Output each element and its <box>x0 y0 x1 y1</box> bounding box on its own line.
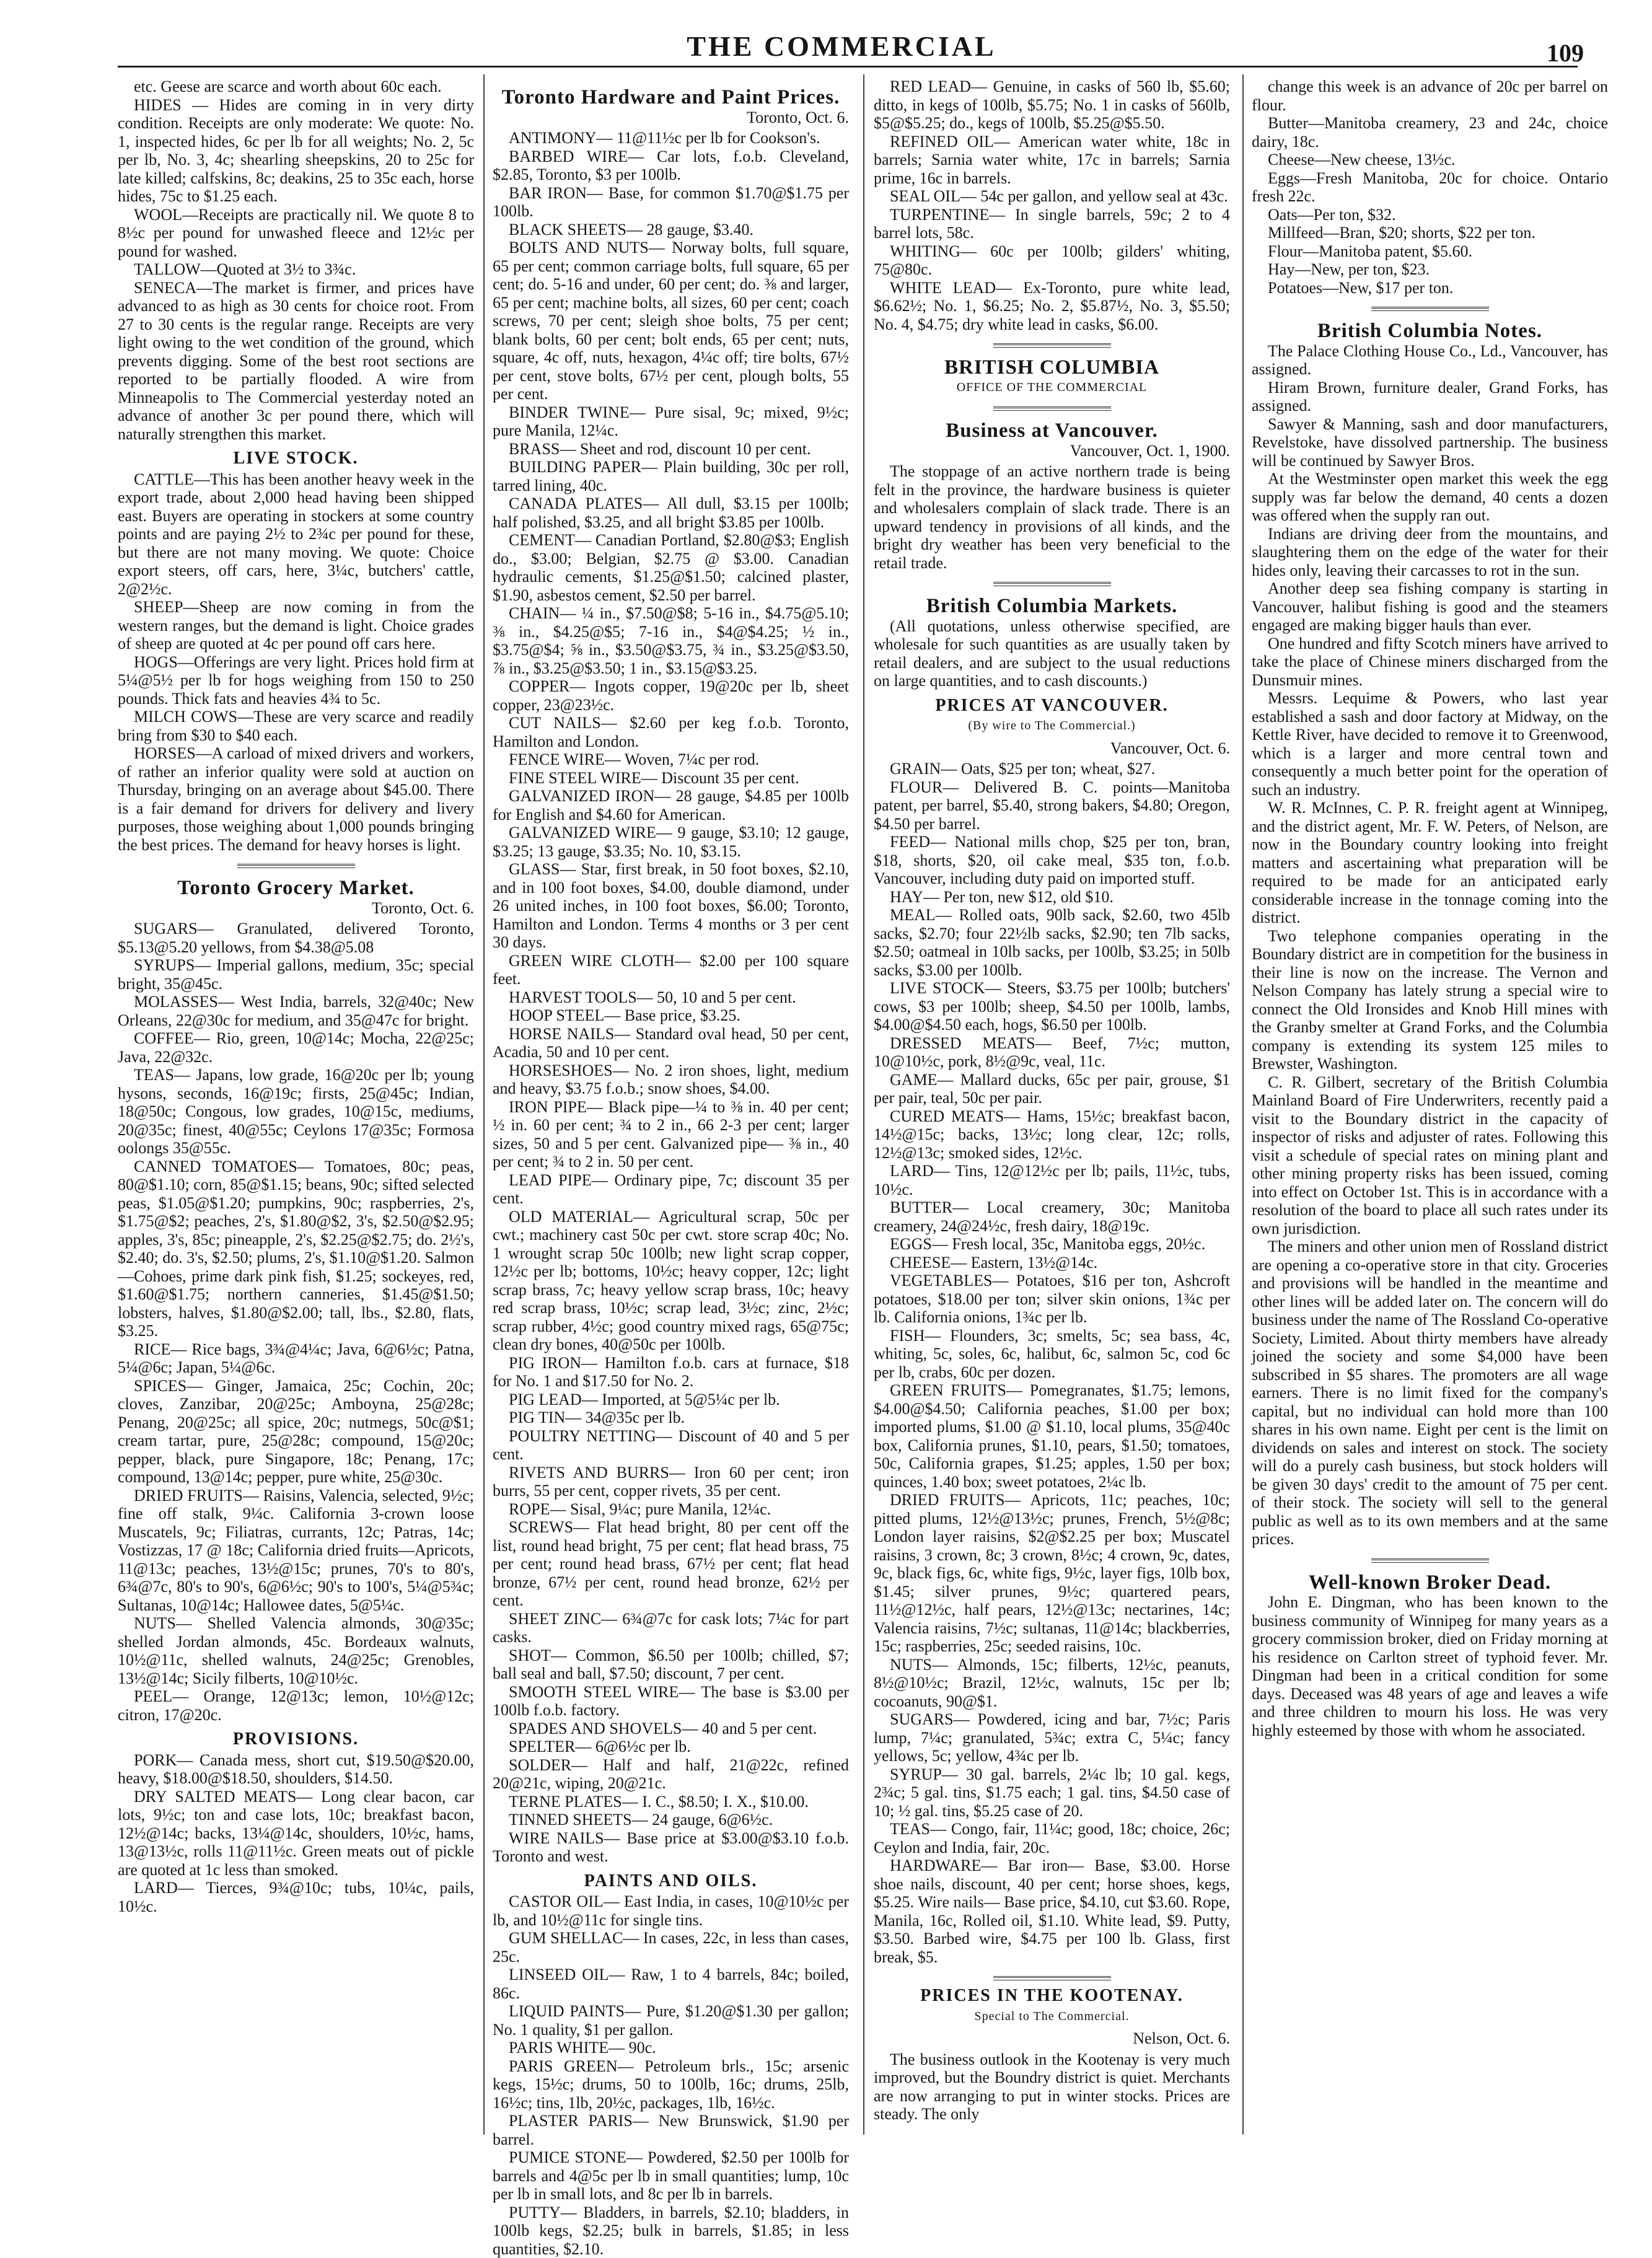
paragraph: C. R. Gilbert, secretary of the British Columbia Mainland Board of Fire Underwriters, recently paid a visit to the Boundary district in the capacity of inspector of risks and adjuster of rates. Following this visit a schedule of special rates on mining plant and other mining property risks has been issued, coming into effect on October 1st. This is in accordance with a resolution of the board to place all such rates under its own jurisdiction. <box>1252 1073 1608 1238</box>
paragraph: SPICES— Ginger, Jamaica, 25c; Cochin, 20c; cloves, Zanzibar, 20@25c; Amboyna, 25@28c; Penang, 20@25c; all spice, 20c; nutmegs, 50c@$1; cream tartar, pure, 25@28c; compound, 15@20c; pepper, black, pure Singapore, 18c; Penang, 17c; compound, 13@14c; pepper, pure white, 25@30c. <box>118 1377 474 1487</box>
paragraph: HAY— Per ton, new $12, old $10. <box>874 888 1230 907</box>
paragraph: CANADA PLATES— All dull, $3.15 per 100lb; half polished, $3.25, and all bright $3.85 per 100lb. <box>493 494 849 531</box>
section-subtitle: (By wire to The Commercial.) <box>874 717 1230 736</box>
paragraph: Millfeed—Bran, $20; shorts, $22 per ton. <box>1252 224 1608 242</box>
paragraph: TERNE PLATES— I. C., $8.50; I. X., $10.00. <box>493 1793 849 1811</box>
subheading: LIVE STOCK. <box>118 449 474 468</box>
paragraph: SOLDER— Half and half, 21@22c, refined 20@21c, wiping, 20@21c. <box>493 1756 849 1793</box>
paragraph: FENCE WIRE— Woven, 7¼c per rod. <box>493 750 849 769</box>
paragraph: Hiram Brown, furniture dealer, Grand Forks, has assigned. <box>1252 379 1608 415</box>
paragraph: GREEN FRUITS— Pomegranates, $1.75; lemons, $4.00@$4.50; California peaches, $1.00 per box; imported plums, $1.00 @ $1.10, local plums, 35@40c box, California prunes, $1.10, pears, $1.50; tomatoes, 50c, California grapes, $1.25; apples, 1.50 per box; quinces, 1.40 box; sweet potatoes, 2¼c lb. <box>874 1381 1230 1491</box>
paragraph: LINSEED OIL— Raw, 1 to 4 barrels, 84c; boiled, 86c. <box>493 1966 849 2002</box>
paragraph: RED LEAD— Genuine, in casks of 560 lb, $5.60; ditto, in kegs of 100lb, $5.75; No. 1 in casks of 560lb, $5@$5.25; do., kegs of 100lb, $5.25@$5.50. <box>874 77 1230 133</box>
paragraph: BINDER TWINE— Pure sisal, 9c; mixed, 9½c; pure Manila, 12¼c. <box>493 403 849 440</box>
paragraph: W. R. McInnes, C. P. R. freight agent at Winnipeg, and the district agent, Mr. F. W. Peters, of Nelson, are now in the Boundary country looking into freight matters and ascertaining what preparation will be required to be made for an anticipated early considerable increase in the tonnage coming into the district. <box>1252 799 1608 927</box>
paragraph: WHITE LEAD— Ex-Toronto, pure white lead, $6.62½; No. 1, $6.25; No. 2, $5.87½, No. 3, $5.50; No. 4, $4.75; dry white lead in casks, $6.00. <box>874 279 1230 334</box>
column-divider <box>1242 74 1244 2135</box>
paragraph: SENECA—The market is firmer, and prices have advanced to as high as 30 cents for choice root. From 27 to 30 cents is the regular range. Receipts are very light owing to the wet condition of the ground, which prevents digging. Some of the best root sections are reported to be partially flooded. A wire from Minneapolis to The Commercial yesterday noted an advance of another 3c per pound there, which will naturally strengthen this market. <box>118 279 474 444</box>
paragraph: SMOOTH STEEL WIRE— The base is $3.00 per 100lb f.o.b. factory. <box>493 1683 849 1720</box>
section-heading: Toronto Grocery Market. <box>118 879 474 898</box>
paragraph: LIQUID PAINTS— Pure, $1.20@$1.30 per gallon; No. 1 quality, $1 per gallon. <box>493 2002 849 2039</box>
paragraph: EGGS— Fresh local, 35c, Manitoba eggs, 20½c. <box>874 1235 1230 1254</box>
column-4 <box>1252 77 1608 2135</box>
paragraph: FINE STEEL WIRE— Discount 35 per cent. <box>493 769 849 788</box>
publication-title: THE COMMERCIAL <box>99 30 1584 63</box>
paragraph: SPELTER— 6@6½c per lb. <box>493 1737 849 1756</box>
section-separator <box>237 864 355 868</box>
paragraph: CUT NAILS— $2.60 per keg f.o.b. Toronto, Hamilton and London. <box>493 714 849 750</box>
paragraph: SUGARS— Powdered, icing and bar, 7½c; Paris lump, 7¼c; granulated, 5¾c; extra C, 5¼c; fancy yellows, 5c; yellow, 4¾c per lb. <box>874 1710 1230 1765</box>
paragraph: MOLASSES— West India, barrels, 32@40c; New Orleans, 22@30c for medium, and 35@47c for bright. <box>118 993 474 1029</box>
paragraph: PIG IRON— Hamilton f.o.b. cars at furnace, $18 for No. 1 and $17.50 for No. 2. <box>493 1354 849 1390</box>
paragraph: BUILDING PAPER— Plain building, 30c per roll, tarred lining, 40c. <box>493 458 849 494</box>
dateline: Vancouver, Oct. 1, 1900. <box>874 442 1230 460</box>
paragraph: BLACK SHEETS— 28 gauge, $3.40. <box>493 221 849 239</box>
paragraph: GALVANIZED WIRE— 9 gauge, $3.10; 12 gauge, $3.25; 13 gauge, $3.35; No. 10, $3.15. <box>493 824 849 860</box>
paragraph: IRON PIPE— Black pipe—¼ to ⅜ in. 40 per cent; ½ in. 60 per cent; ¾ to 2 in., 66 2-3 per cent; larger sizes, 50 and 5 per cent. Galvanized pipe— ⅜ in., 40 per cent; ¾ to 2 in. 50 per cent. <box>493 1098 849 1171</box>
paragraph: CATTLE—This has been another heavy week in the export trade, about 2,000 head having been shipped east. Buyers are operating in stockers at some country points and are paying 2½ to 2¾c per pound for these, but there are not many moving. We quote: Choice export steers, off cars, here, 3¼c, butchers' cattle, 2@2½c. <box>118 470 474 599</box>
section-separator <box>993 1976 1111 1980</box>
paragraph: Another deep sea fishing company is starting in Vancouver, halibut fishing is good and the steamers engaged are making bigger hauls than ever. <box>1252 579 1608 635</box>
paragraph: SCREWS— Flat head bright, 80 per cent off the list, round head bright, 75 per cent; flat head brass, 75 per cent; round head brass, 67½ per cent; flat head bronze, 67½ per cent, round head bronze, 62½ per cent. <box>493 1518 849 1610</box>
paragraph: HOGS—Offerings are very light. Prices hold firm at 5¼@5½ per lb for hogs weighing from 150 to 250 pounds. Thick fats and heavies 4¾ to 5c. <box>118 653 474 708</box>
paragraph: HARDWARE— Bar iron— Base, $3.00. Horse shoe nails, discount, 40 per cent; horse shoes, kegs, $5.25. Wire nails— Base price, $4.10, cut $3.60. Rope, Manila, 16c, Rolled oil, $1.10. White lead, $9. Putty, $3.50. Barbed wire, $4.75 per 100 lb. Glass, first break, $5. <box>874 1856 1230 1966</box>
paragraph: BRASS— Sheet and rod, discount 10 per cent. <box>493 440 849 459</box>
paragraph: BOLTS AND NUTS— Norway bolts, full square, 65 per cent; common carriage bolts, full square, 65 per cent; do. 5-16 and under, 60 per cent; do. ⅜ and larger, 65 per cent; machine bolts, all sizes, 60 per cent; coach screws, 70 per cent; sleigh shoe bolts, 75 per cent; blank bolts, 60 per cent; bolt ends, 65 per cent; nuts, square, 4c off, nuts, hexagon, 4¼c off; tire bolts, 67½ per cent, stove bolts, 67½ per cent, plough bolts, 55 per cent. <box>493 239 849 403</box>
paragraph: TINNED SHEETS— 24 gauge, 6@6½c. <box>493 1811 849 1829</box>
paragraph: TURPENTINE— In single barrels, 59c; 2 to 4 barrel lots, 58c. <box>874 206 1230 242</box>
paragraph: LIVE STOCK— Steers, $3.75 per 100lb; butchers' cows, $3 per 100lb; sheep, $4.50 per 100lb, lambs, $4.00@$4.50 each, hogs, $6.50 per 100lb. <box>874 979 1230 1034</box>
paragraph: HARVEST TOOLS— 50, 10 and 5 per cent. <box>493 988 849 1007</box>
paragraph: Cheese—New cheese, 13½c. <box>1252 151 1608 169</box>
paragraph: RIVETS AND BURRS— Iron 60 per cent; iron burrs, 55 per cent, copper rivets, 35 per cent. <box>493 1464 849 1500</box>
paragraph: BAR IRON— Base, for common $1.70@$1.75 per 100lb. <box>493 184 849 221</box>
page-number: 109 <box>1547 38 1584 68</box>
paragraph: MILCH COWS—These are very scarce and readily bring from $30 to $40 each. <box>118 708 474 744</box>
paragraph: Flour—Manitoba patent, $5.60. <box>1252 242 1608 261</box>
subheading: PRICES IN THE KOOTENAY. <box>874 1987 1230 2005</box>
paragraph: CHAIN— ¼ in., $7.50@$8; 5-16 in., $4.75@5.10; ⅜ in., $4.25@$5; 7-16 in., $4@$4.25; ½ in., $3.75@$4; ⅝ in., $3.50@$3.75, ¾ in., $3.25@$3.50, ⅞ in., $3.25@$3.50; 1 in., $3.15@$3.25. <box>493 604 849 677</box>
paragraph: WHITING— 60c per 100lb; gilders' whiting, 75@80c. <box>874 242 1230 279</box>
paragraph: etc. Geese are scarce and worth about 60c each. <box>118 77 474 96</box>
paragraph: ANTIMONY— 11@11½c per lb for Cookson's. <box>493 129 849 147</box>
paragraph: CASTOR OIL— East India, in cases, 10@10½c per lb, and 10½@11c for single tins. <box>493 1892 849 1929</box>
section-heading: BRITISH COLUMBIA <box>874 359 1230 377</box>
paragraph: BUTTER— Local creamery, 30c; Manitoba creamery, 24@24½c, fresh dairy, 18@19c. <box>874 1198 1230 1235</box>
paragraph: TALLOW—Quoted at 3½ to 3¾c. <box>118 260 474 279</box>
dateline: Toronto, Oct. 6. <box>118 899 474 918</box>
paragraph: HORSE NAILS— Standard oval head, 50 per cent, Acadia, 50 and 10 per cent. <box>493 1025 849 1061</box>
paragraph: GREEN WIRE CLOTH— $2.00 per 100 square feet. <box>493 952 849 988</box>
paragraph: HOOP STEEL— Base price, $3.25. <box>493 1006 849 1025</box>
paragraph: At the Westminster open market this week the egg supply was far below the demand, 40 cents a dozen was offered when the supply ran out. <box>1252 470 1608 525</box>
paragraph: GLASS— Star, first break, in 50 foot boxes, $2.10, and in 100 foot boxes, $4.00, double diamond, under 26 united inches, in 100 foot boxes, $6.00; Toronto, Hamilton and London. Terms 4 months or 3 per cent 30 days. <box>493 860 849 952</box>
column-divider <box>863 74 864 2135</box>
masthead <box>99 0 1584 62</box>
paragraph: HIDES — Hides are coming in in very dirty condition. Receipts are only moderate: We quote: No. 1, inspected hides, 6c per lb for all weights; No. 2, 5c per lb, No. 3, 4c; shearling sheepskins, 20 to 25c for late killed; calfskins, 8c; deakins, 25 to 35c each, horse hides, 75c to $1.25 each. <box>118 96 474 206</box>
paragraph: CHEESE— Eastern, 13½@14c. <box>874 1254 1230 1272</box>
section-separator <box>993 343 1111 348</box>
section-heading: Toronto Hardware and Paint Prices. <box>493 89 849 107</box>
paragraph: PARIS WHITE— 90c. <box>493 2039 849 2057</box>
paragraph: COFFEE— Rio, green, 10@14c; Mocha, 22@25c; Java, 22@32c. <box>118 1029 474 1066</box>
paragraph: TEAS— Japans, low grade, 16@20c per lb; young hysons, seconds, 16@19c; firsts, 25@45c; Indian, 18@50c; Congous, low grades, 10@15c, mediums, 20@35c; finest, 40@55c; Ceylons 17@35c; Formosa oolongs 35@55c. <box>118 1066 474 1158</box>
column-divider <box>483 74 485 2135</box>
paragraph: Butter—Manitoba creamery, 23 and 24c, choice dairy, 18c. <box>1252 114 1608 151</box>
paragraph: PUTTY— Bladders, in barrels, $2.10; bladders, in 100lb kegs, $2.25; bulk in barrels, $1.85; in less quantities, $2.10. <box>493 2203 849 2258</box>
paragraph: PIG LEAD— Imported, at 5@5¼c per lb. <box>493 1390 849 1409</box>
column-3 <box>874 77 1230 2135</box>
section-heading: British Columbia Markets. <box>874 597 1230 616</box>
paragraph: Potatoes—New, $17 per ton. <box>1252 279 1608 297</box>
paragraph: FLOUR— Delivered B. C. points—Manitoba patent, per barrel, $5.40, strong bakers, $4.80; Oregon, $4.50 per barrel. <box>874 778 1230 833</box>
paragraph: VEGETABLES— Potatoes, $16 per ton, Ashcroft potatoes, $18.00 per ton; silver skin onions, 1¾c per lb. California onions, 1¾c per lb. <box>874 1272 1230 1327</box>
paragraph: TEAS— Congo, fair, 11¼c; good, 18c; choice, 26c; Ceylon and India, fair, 20c. <box>874 1820 1230 1856</box>
paragraph: RICE— Rice bags, 3¾@4¼c; Java, 6@6½c; Patna, 5¼@6c; Japan, 5¼@6c. <box>118 1340 474 1377</box>
paragraph: The business outlook in the Kootenay is very much improved, but the Boundry district is quiet. Merchants are now arranging to put in winter stocks. Prices are steady. The only <box>874 2050 1230 2124</box>
paragraph: CANNED TOMATOES— Tomatoes, 80c; peas, 80@$1.10; corn, 85@$1.15; beans, 90c; sifted selected peas, $1.05@$1.20; pumpkins, 90c; raspberries, 2's, $1.75@$2; peaches, 2's, $1.80@$2, 3's, $2.50@$2.95; apples, 3's, 85c; pineapple, 2's, $2.25@$2.75; do. 2½'s, $2.40; do. 3's, $2.50; plums, 2's, $1.10@$1.20. Salmon—Cohoes, prime dark pink fish, $1.25; sockeyes, red, $1.60@$1.75; northern canneries, $1.45@$1.50; lobsters, halves, $1.80@$2.00; tall, lbs., $2.80, flats, $3.25. <box>118 1158 474 1340</box>
paragraph: FISH— Flounders, 3c; smelts, 5c; sea bass, 4c, whiting, 5c, soles, 6c, halibut, 6c, salmon 5c, cod 6c per lb, crabs, 60c per dozen. <box>874 1327 1230 1382</box>
paragraph: OLD MATERIAL— Agricultural scrap, 50c per cwt.; machinery cast 50c per cwt. store scrap 40c; No. 1 wrought scrap 50c 100lb; new light scrap copper, 12½c per lb; bottoms, 10½c; heavy copper, 12c; light scrap brass, 7c; heavy yellow scrap brass, 10c; heavy red scrap brass, 10½c; scrap lead, 3½c; zinc, 2½c; scrap rubber, 4½c; good country mixed rags, 65@75c; clean dry bones, 40@50c per 100lb. <box>493 1208 849 1354</box>
subheading: PAINTS AND OILS. <box>493 1872 849 1891</box>
paragraph: CURED MEATS— Hams, 15½c; breakfast bacon, 14½@15c; backs, 13½c; long clear, 12c; rolls, 12½@13c; smoked sides, 12½c. <box>874 1107 1230 1162</box>
paragraph: PUMICE STONE— Powdered, $2.50 per 100lb for barrels and 4@5c per lb in small quantities; lump, 10c per lb in small lots, and 8c per lb in barrels. <box>493 2148 849 2203</box>
paragraph: GALVANIZED IRON— 28 gauge, $4.85 per 100lb for English and $4.60 for American. <box>493 787 849 824</box>
paragraph: The Palace Clothing House Co., Ld., Vancouver, has assigned. <box>1252 342 1608 379</box>
paragraph: POULTRY NETTING— Discount of 40 and 5 per cent. <box>493 1427 849 1464</box>
section-separator <box>993 582 1111 586</box>
paragraph: (All quotations, unless otherwise specified, are wholesale for such quantities as are usually taken by retail dealers, and are subject to the usual reductions on large quantities, and to cash discounts.) <box>874 617 1230 690</box>
paragraph: CEMENT— Canadian Portland, $2.80@$3; English do., $3.00; Belgian, $2.75 @ $3.00. Canadian hydraulic cements, $1.25@$1.50; calcined plaster, $1.90, asbestos cement, $2.50 per barrel. <box>493 531 849 604</box>
section-heading: Well-known Broker Dead. <box>1252 1574 1608 1592</box>
paragraph: PEEL— Orange, 12@13c; lemon, 10½@12c; citron, 17@20c. <box>118 1687 474 1724</box>
paragraph: One hundred and fifty Scotch miners have arrived to take the place of Chinese miners discharged from the Dunsmuir mines. <box>1252 635 1608 690</box>
paragraph: The miners and other union men of Rossland district are opening a co-operative store in that city. Groceries and provisions will be handled in the meantime and other lines will be added later on. The concern will do business under the name of The Rossland Co-operative Society, Limited. About thirty members have already joined the society and some $4,000 have been subscribed in $5 shares. The promoters are all wage earners. There is no limit fixed for the company's capital, but no individual can hold more than 100 shares in his own name. Eight per cent is the limit on dividends on sales and interest on stock. The society will do a purely cash business, but stock holders will be given 30 days' credit to the amount of 75 per cent. of their stock. The society will sell to the general public as well as to its own members and at the same prices. <box>1252 1237 1608 1549</box>
subheading: PRICES AT VANCOUVER. <box>874 696 1230 715</box>
paragraph: DRY SALTED MEATS— Long clear bacon, car lots, 9½c; ton and case lots, 10c; breakfast bacon, 12½@14c; backs, 13¼@14c, shoulders, 10½c, hams, 13@13½c, rolls 11@11½c. Green meats out of pickle are quoted at 1c less than smoked. <box>118 1788 474 1879</box>
header-rule <box>118 66 1578 68</box>
paragraph: LARD— Tierces, 9¾@10c; tubs, 10¼c, pails, 10½c. <box>118 1879 474 1915</box>
section-subtitle: Special to The Commercial. <box>874 2008 1230 2026</box>
section-subtitle: OFFICE OF THE COMMERCIAL <box>874 379 1230 397</box>
paragraph: PARIS GREEN— Petroleum brls., 15c; arsenic kegs, 15½c; drums, 50 to 100lb, 16c; drums, 25lb, 16½c; tins, 1lb, 20½c, packages, 1lb, 16½c. <box>493 2057 849 2112</box>
paragraph: SUGARS— Granulated, delivered Toronto, $5.13@5.20 yellows, from $4.38@5.08 <box>118 920 474 956</box>
paragraph: Two telephone companies operating in the Boundary district are in competition for the business in their line is now on the increase. The Vernon and Nelson Company has lately strung a special wire to connect the Old Ironsides and Knob Hill mines with the Granby smelter at Grand Forks, and the Columbia company is extending its system 125 miles to Brewster, Washington. <box>1252 927 1608 1073</box>
column-2 <box>493 77 849 2135</box>
paragraph: SHOT— Common, $6.50 per 100lb; chilled, $7; ball seal and ball, $7.50; discount, 7 per cent. <box>493 1646 849 1683</box>
paragraph: PIG TIN— 34@35c per lb. <box>493 1408 849 1427</box>
paragraph: REFINED OIL— American water white, 18c in barrels; Sarnia water white, 17c in barrels; Sarnia prime, 16c in barrels. <box>874 133 1230 188</box>
paragraph: change this week is an advance of 20c per barrel on flour. <box>1252 77 1608 114</box>
paragraph: Messrs. Lequime & Powers, who last year established a sash and door factory at Midway, on the Kettle River, have decided to remove it to Greenwood, which is a larger and more central town and consequently a much better point for the operation of such an industry. <box>1252 689 1608 799</box>
paragraph: NUTS— Almonds, 15c; filberts, 12½c, peanuts, 8½@10½c; Brazil, 12½c, walnuts, 15c per lb; cocoanuts, 90@$1. <box>874 1656 1230 1711</box>
paragraph: BARBED WIRE— Car lots, f.o.b. Cleveland, $2.85, Toronto, $3 per 100lb. <box>493 147 849 184</box>
paragraph: The stoppage of an active northern trade is being felt in the province, the hardware business is quieter and wholesalers complain of slack trade. There is an upward tendency in provisions of all kinds, and the bright dry weather has been very beneficial to the retail trade. <box>874 462 1230 572</box>
paragraph: DRESSED MEATS— Beef, 7½c; mutton, 10@10½c, pork, 8½@9c, veal, 11c. <box>874 1034 1230 1071</box>
paragraph: Oats—Per ton, $32. <box>1252 206 1608 224</box>
paragraph: PLASTER PARIS— New Brunswick, $1.90 per barrel. <box>493 2112 849 2148</box>
section-separator <box>1371 1558 1489 1563</box>
paragraph: WOOL—Receipts are practically nil. We quote 8 to 8½c per pound for unwashed fleece and 12½c per pound for washed. <box>118 206 474 261</box>
paragraph: MEAL— Rolled oats, 90lb sack, $2.60, two 45lb sacks, $2.70; four 22½lb sacks, $2.90; ten 7lb sacks, $2.50; oatmeal in 10lb sacks, per 100lb, $3.25; in 50lb sacks, $3.00 per 100lb. <box>874 906 1230 979</box>
column-1 <box>118 77 474 2135</box>
paragraph: Hay—New, per ton, $23. <box>1252 260 1608 279</box>
paragraph: LEAD PIPE— Ordinary pipe, 7c; discount 35 per cent. <box>493 1171 849 1208</box>
section-heading: British Columbia Notes. <box>1252 322 1608 341</box>
paragraph: WIRE NAILS— Base price at $3.00@$3.10 f.o.b. Toronto and west. <box>493 1829 849 1866</box>
paragraph: HORSESHOES— No. 2 iron shoes, light, medium and heavy, $3.75 f.o.b.; snow shoes, $4.00. <box>493 1061 849 1098</box>
paragraph: DRIED FRUITS— Apricots, 11c; peaches, 10c; pitted plums, 12½@13½c; prunes, French, 5½@8c; London layer raisins, $2@$2.25 per box; Muscatel raisins, 3 crown, 8c; 3 crown, 8½c; 4 crown, 9c, dates, 9c, black figs, 6c, white figs, 9½c, layer figs, 10lb box, $1.45; silver prunes, 9½c; quartered pears, 11½@12½c, half pears, 12½@13c; nectarines, 14c; Valencia raisins, 7½c; sultanas, 11@14c; blackberries, 15c; raspberries, 25c; seeded raisins, 10c. <box>874 1491 1230 1656</box>
paragraph: ROPE— Sisal, 9¼c; pure Manila, 12¼c. <box>493 1500 849 1519</box>
paragraph: GUM SHELLAC— In cases, 22c, in less than cases, 25c. <box>493 1929 849 1966</box>
section-separator <box>1371 307 1489 311</box>
dateline: Nelson, Oct. 6. <box>874 2029 1230 2048</box>
paragraph: SHEET ZINC— 6¾@7c for cask lots; 7¼c for part casks. <box>493 1610 849 1646</box>
paragraph: Indians are driving deer from the mountains, and slaughtering them on the edge of the water for their hides only, leaving their carcasses to rot in the sun. <box>1252 525 1608 580</box>
section-heading: Business at Vancouver. <box>874 422 1230 441</box>
paragraph: SYRUPS— Imperial gallons, medium, 35c; special bright, 35@45c. <box>118 956 474 993</box>
paragraph: HORSES—A carload of mixed drivers and workers, of rather an inferior quality were sold at auction on Thursday, bringing on an average about $45.00. There is a fair demand for drivers for delivery and livery purposes, those weighing about 1,000 pounds bringing the best prices. The demand for heavy horses is light. <box>118 744 474 854</box>
subheading: PROVISIONS. <box>118 1730 474 1749</box>
paragraph: SYRUP— 30 gal. barrels, 2¼c lb; 10 gal. kegs, 2¾c; 5 gal. tins, $1.75 each; 1 gal. tins, $4.50 case of 10; ½ gal. tins, $5.25 case of 20. <box>874 1765 1230 1821</box>
paragraph: SEAL OIL— 54c per gallon, and yellow seal at 43c. <box>874 187 1230 206</box>
paragraph: COPPER— Ingots copper, 19@20c per lb, sheet copper, 23@23½c. <box>493 677 849 714</box>
section-separator <box>993 406 1111 411</box>
paragraph: Sawyer & Manning, sash and door manufacturers, Revelstoke, have dissolved partnership. The business will be continued by Sawyer Bros. <box>1252 415 1608 470</box>
paragraph: FEED— National mills chop, $25 per ton, bran, $18, shorts, $20, oil cake meal, $35 ton, f.o.b. Vancouver, including duty paid on imported stuff. <box>874 833 1230 888</box>
paragraph: NUTS— Shelled Valencia almonds, 30@35c; shelled Jordan almonds, 45c. Bordeaux walnuts, 10½@11c, shelled walnuts, 24@25c; Grenobles, 13½@14c; Sicily filberts, 10@10½c. <box>118 1614 474 1687</box>
dateline: Vancouver, Oct. 6. <box>874 739 1230 758</box>
paragraph: DRIED FRUITS— Raisins, Valencia, selected, 9½c; fine off stalk, 9¼c. California 3-crown loose Muscatels, 9c; Filiatras, currants, 12c; Patras, 14c; Vostizzas, 17 @ 18c; California dried fruits—Apricots, 11@13c; peaches, 13½@15c; prunes, 70's to 80's, 6¾@7c, 80's to 90's, 6@6½c; 90's to 100's, 5¼@5¾c; Sultanas, 10@14c; Hallowee dates, 5@5¼c. <box>118 1487 474 1615</box>
paragraph: GAME— Mallard ducks, 65c per pair, grouse, $1 per pair, teal, 50c per pair. <box>874 1071 1230 1107</box>
dateline: Toronto, Oct. 6. <box>493 108 849 127</box>
paragraph: SHEEP—Sheep are now coming in from the western ranges, but the demand is light. Choice grades of sheep are quoted at 4c per pound off cars here. <box>118 598 474 653</box>
paragraph: LARD— Tins, 12@12½c per lb; pails, 11½c, tubs, 10½c. <box>874 1162 1230 1198</box>
paragraph: John E. Dingman, who has been known to the business community of Winnipeg for many years as a grocery commission broker, died on Friday morning at his residence on Carlton street of typhoid fever. Mr. Dingman had been in a critical condition for some days. Deceased was 48 years of age and leaves a wife and three children to mourn his loss. He was very highly esteemed by those with whom he associated. <box>1252 1593 1608 1739</box>
paragraph: PORK— Canada mess, short cut, $19.50@$20.00, heavy, $18.00@$18.50, shoulders, $14.50. <box>118 1751 474 1788</box>
paragraph: GRAIN— Oats, $25 per ton; wheat, $27. <box>874 760 1230 778</box>
paragraph: SPADES AND SHOVELS— 40 and 5 per cent. <box>493 1720 849 1738</box>
paragraph: Eggs—Fresh Manitoba, 20c for choice. Ontario fresh 22c. <box>1252 169 1608 206</box>
